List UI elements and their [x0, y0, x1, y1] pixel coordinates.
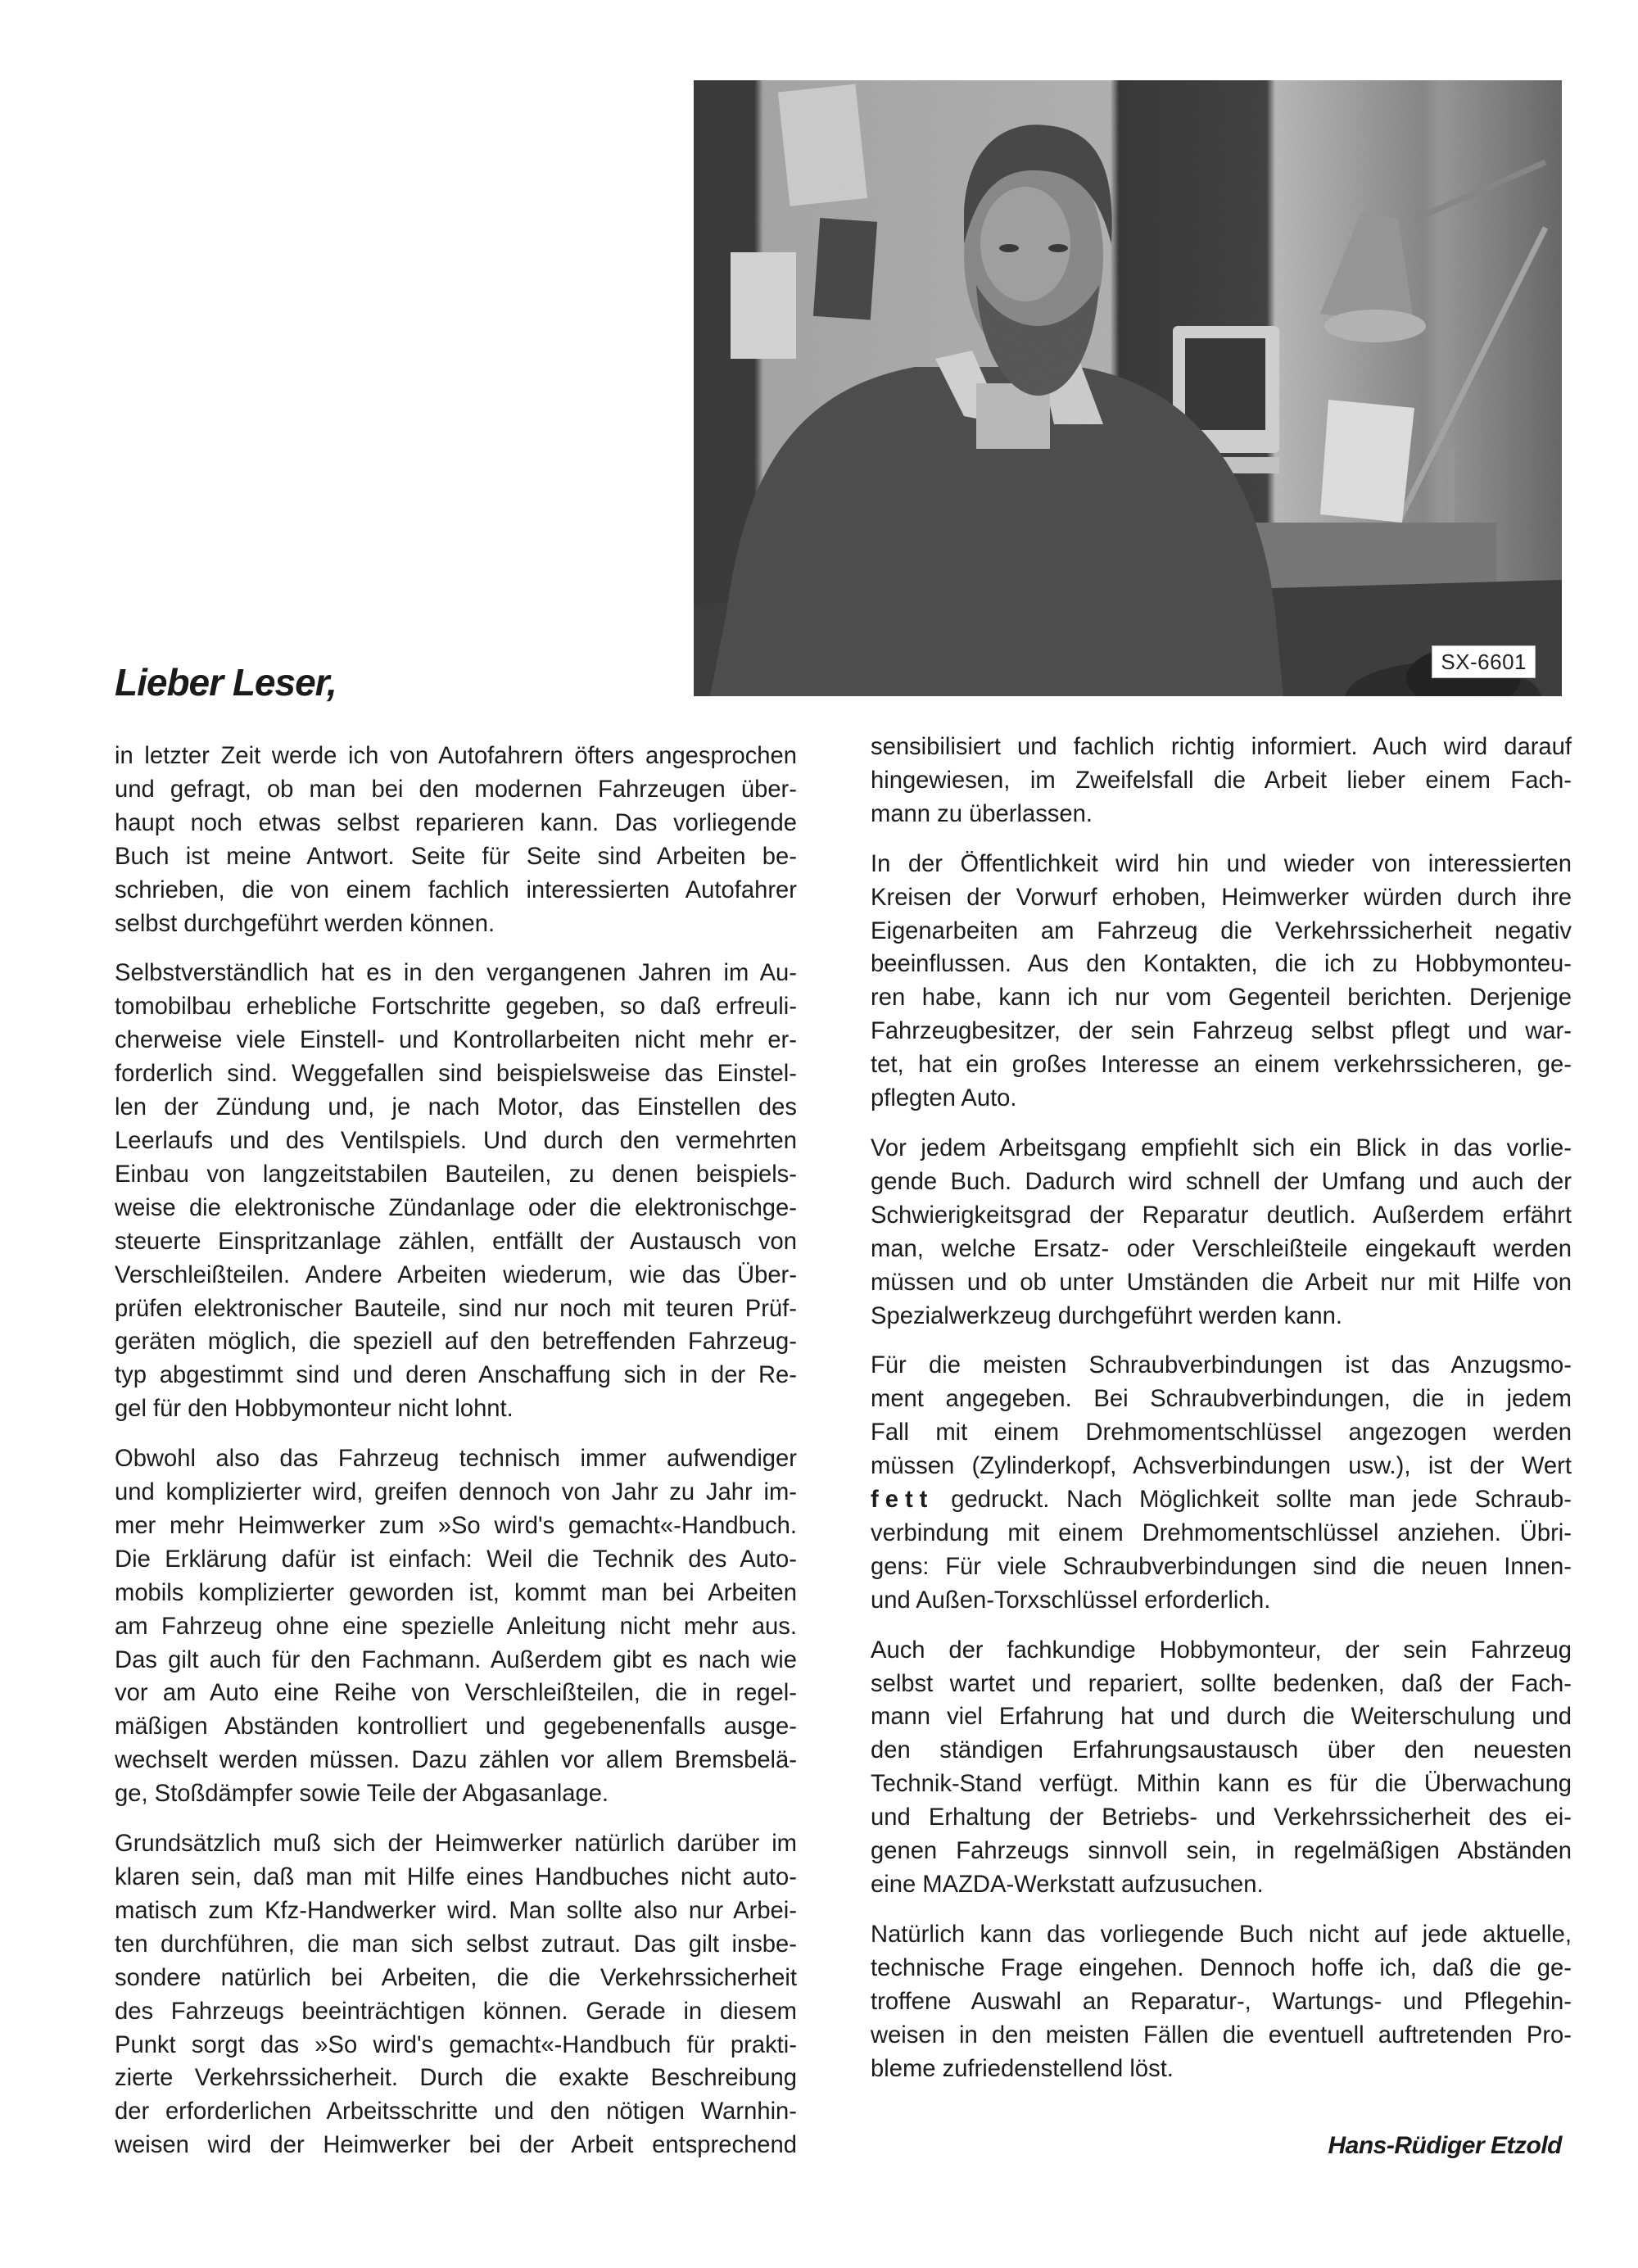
text-line: technische Frage eingehen. Dennoch hoffe ich, daß die ge- [871, 1954, 1572, 1981]
text-line: mobils komplizierter geworden ist, kommt man bei Arbeiten [115, 1579, 797, 1606]
text-line: weise die elektronische Zündanlage oder die elektronischge- [115, 1194, 797, 1221]
text-line: und gefragt, ob man bei den modernen Fahrzeugen über- [115, 776, 797, 803]
text-line: und komplizierter wird, greifen dennoch von Jahr zu Jahr im- [115, 1479, 797, 1506]
text-line: Einbau von langzeitstabilen Bauteilen, zu denen beispiels- [115, 1161, 797, 1188]
text-line: weisen in den meisten Fällen die eventuell auftretenden Pro- [871, 2021, 1572, 2048]
text-line: gens: Für viele Schraubverbindungen sind die neuen Innen- [871, 1553, 1572, 1580]
text-line: len der Zündung und, je nach Motor, das Einstellen des [115, 1094, 797, 1121]
text-line: am Fahrzeug ohne eine spezielle Anleitung nicht mehr aus. [115, 1613, 797, 1640]
text-line: gel für den Hobbymonteur nicht lohnt. [115, 1396, 514, 1423]
text-line: Obwohl also das Fahrzeug technisch immer aufwendiger [115, 1446, 797, 1473]
text-line: Vor jedem Arbeitsgang empfiehlt sich ein Blick in das vorlie- [871, 1134, 1572, 1161]
text-line: ge, Stoßdämpfer sowie Teile der Abgasanlage. [115, 1781, 609, 1808]
text-line: eine MAZDA-Werkstatt aufzusuchen. [871, 1872, 1264, 1898]
right-text-column [871, 731, 1572, 2102]
paragraph [871, 1634, 1572, 1902]
text-line: wechselt werden müssen. Dazu zählen vor allem Bremsbelä- [115, 1747, 797, 1774]
text-line [871, 1483, 1572, 1517]
paragraph [871, 848, 1572, 1116]
author-signature: Hans-Rüdiger Etzold [1328, 2132, 1562, 2159]
text-line: selbst wartet und repariert, sollte bedenken, daß der Fach- [871, 1670, 1572, 1697]
text-line: haupt noch etwas selbst reparieren kann. Das vorliegende [115, 809, 797, 836]
text-line: genen Fahrzeugs sinnvoll sein, in regelmäßigen Abständen [871, 1838, 1572, 1865]
text-line: des Fahrzeugs beeinträchtigen können. Gerade in diesem [115, 1998, 797, 2025]
text-fragment: gedruckt. Nach Möglichkeit sollte man jede Schraub- [934, 1487, 1572, 1514]
paragraph [871, 1918, 1572, 2086]
paragraph [871, 1349, 1572, 1617]
text-line: müssen und ob unter Umständen die Arbeit nur mit Hilfe von [871, 1269, 1572, 1296]
text-line: pflegten Auto. [871, 1085, 1017, 1112]
photo-reference-label: SX-6601 [1432, 645, 1536, 678]
text-line: weisen wird der Heimwerker bei der Arbeit entsprechend [115, 2132, 797, 2159]
text-line: troffene Auswahl an Reparatur-, Wartungs- und Pflegehin- [871, 1988, 1572, 2015]
text-line: ment angegeben. Bei Schraubverbindungen, die in jedem [871, 1386, 1572, 1413]
text-line: Fall mit einem Drehmomentschlüssel angezogen werden [871, 1419, 1572, 1446]
text-line: mäßigen Abständen kontrolliert und gegebenenfalls ausge- [115, 1713, 797, 1741]
text-line: den ständigen Erfahrungsaustausch über den neuesten [871, 1737, 1572, 1764]
text-line: man, welche Ersatz- oder Verschleißteile eingekauft werden [871, 1235, 1572, 1262]
text-line: hingewiesen, im Zweifelsfall die Arbeit lieber einem Fach- [871, 767, 1572, 794]
text-line: Fahrzeugbesitzer, der sein Fahrzeug selbst pflegt und war- [871, 1018, 1572, 1045]
text-line: tet, hat ein großes Interesse an einem verkehrssicheren, ge- [871, 1052, 1572, 1079]
text-line: Technik-Stand verfügt. Mithin kann es für die Überwachung [871, 1771, 1572, 1798]
text-line: sensibilisiert und fachlich richtig informiert. Auch wird darauf [871, 734, 1572, 760]
text-line: Auch der fachkundige Hobbymonteur, der sein Fahrzeug [871, 1636, 1572, 1664]
text-line: Verschleißteilen. Andere Arbeiten wiederum, wie das Über- [115, 1261, 797, 1288]
text-line: typ abgestimmt sind und deren Anschaffung sich in der Re- [115, 1362, 797, 1389]
text-line: Die Erklärung dafür ist einfach: Weil die Technik des Auto- [115, 1546, 797, 1573]
text-line: zierte Verkehrssicherheit. Durch die exakte Beschreibung [115, 2065, 797, 2092]
text-line: prüfen elektronischer Bauteile, sind nur noch mit teuren Prüf- [115, 1295, 797, 1322]
paragraph [115, 957, 797, 1426]
letter-salutation-heading: Lieber Leser, [115, 661, 337, 704]
paragraph [115, 740, 797, 940]
text-line: selbst durchgeführt werden können. [115, 910, 495, 937]
text-line: Natürlich kann das vorliegende Buch nicht auf jede aktuelle, [871, 1921, 1572, 1948]
text-line: Eigenarbeiten am Fahrzeug die Verkehrssicherheit negativ [871, 917, 1572, 944]
author-photo-illustration [694, 80, 1562, 696]
text-line: Kreisen der Vorwurf erhoben, Heimwerker würden durch ihre [871, 884, 1572, 911]
text-line: cherweise viele Einstell- und Kontrollarbeiten nicht mehr er- [115, 1027, 797, 1054]
text-line: matisch zum Kfz-Handwerker wird. Man sollte also nur Arbei- [115, 1897, 797, 1924]
text-line: Das gilt auch für den Fachmann. Außerdem gibt es nach wie [115, 1646, 797, 1673]
text-line: vor am Auto eine Reihe von Verschleißteilen, die in regel- [115, 1680, 797, 1707]
text-line: sondere natürlich bei Arbeiten, die die Verkehrssicherheit [115, 1964, 797, 1991]
text-line: ren habe, kann ich nur vom Gegenteil berichten. Derjenige [871, 985, 1572, 1012]
text-line: Spezialwerkzeug durchgeführt werden kann. [871, 1302, 1342, 1329]
bold-emphasis-word: fett [871, 1487, 934, 1514]
paragraph [115, 1827, 797, 2162]
text-line: tomobilbau erhebliche Fortschritte gegeben, so daß erfreuli- [115, 994, 797, 1021]
paragraph [115, 1442, 797, 1811]
text-line: Grundsätzlich muß sich der Heimwerker natürlich darüber im [115, 1831, 797, 1858]
text-line: müssen (Zylinderkopf, Achsverbindungen usw.), ist der Wert [871, 1453, 1572, 1480]
text-line: klaren sein, daß man mit Hilfe eines Handbuches nicht auto- [115, 1864, 797, 1890]
text-line: der erforderlichen Arbeitsschritte und den nötigen Warnhin- [115, 2098, 797, 2125]
text-line: Punkt sorgt das »So wird's gemacht«-Handbuch für prakti- [115, 2031, 797, 2058]
paragraph [871, 1132, 1572, 1333]
text-line: mer mehr Heimwerker zum »So wird's gemacht«-Handbuch. [115, 1512, 797, 1539]
text-line: Selbstverständlich hat es in den vergangenen Jahren im Au- [115, 960, 797, 987]
text-line: Leerlaufs und des Ventilspiels. Und durch den vermehrten [115, 1127, 797, 1154]
left-text-column [115, 740, 797, 2179]
text-line: ten durchführen, die man sich selbst zutraut. Das gilt insbe- [115, 1931, 797, 1958]
text-line: mann zu überlassen. [871, 800, 1093, 827]
text-line: steuerte Einspritzanlage zählen, entfällt der Austausch von [115, 1228, 797, 1255]
text-line: Buch ist meine Antwort. Seite für Seite sind Arbeiten be- [115, 843, 797, 870]
text-line: und Außen-Torxschlüssel erforderlich. [871, 1587, 1271, 1614]
text-line: und Erhaltung der Betriebs- und Verkehrssicherheit des ei- [871, 1804, 1572, 1831]
text-line: Für die meisten Schraubverbindungen ist das Anzugsmo- [871, 1352, 1572, 1379]
text-line: mann viel Erfahrung hat und durch die Weiterschulung und [871, 1704, 1572, 1731]
text-line: geräten möglich, die speziell auf den betreffenden Fahrzeug- [115, 1329, 797, 1356]
text-line: Schwierigkeitsgrad der Reparatur deutlich. Außerdem erfährt [871, 1202, 1572, 1229]
text-line: in letzter Zeit werde ich von Autofahrern öfters angesprochen [115, 743, 797, 769]
text-line: bleme zufriedenstellend löst. [871, 2055, 1174, 2082]
text-line: schrieben, die von einem fachlich interessierten Autofahrer [115, 876, 797, 903]
author-photo [694, 80, 1562, 696]
text-line: forderlich sind. Weggefallen sind beispielsweise das Einstel- [115, 1061, 797, 1088]
text-line: gende Buch. Dadurch wird schnell der Umfang und auch der [871, 1168, 1572, 1195]
text-line: beeinflussen. Aus den Kontakten, die ich zu Hobbymonteu- [871, 951, 1572, 978]
text-line: In der Öffentlichkeit wird hin und wieder von interessierten [871, 850, 1572, 877]
text-line: verbindung mit einem Drehmomentschlüssel anziehen. Übri- [871, 1519, 1572, 1546]
paragraph [871, 731, 1572, 831]
